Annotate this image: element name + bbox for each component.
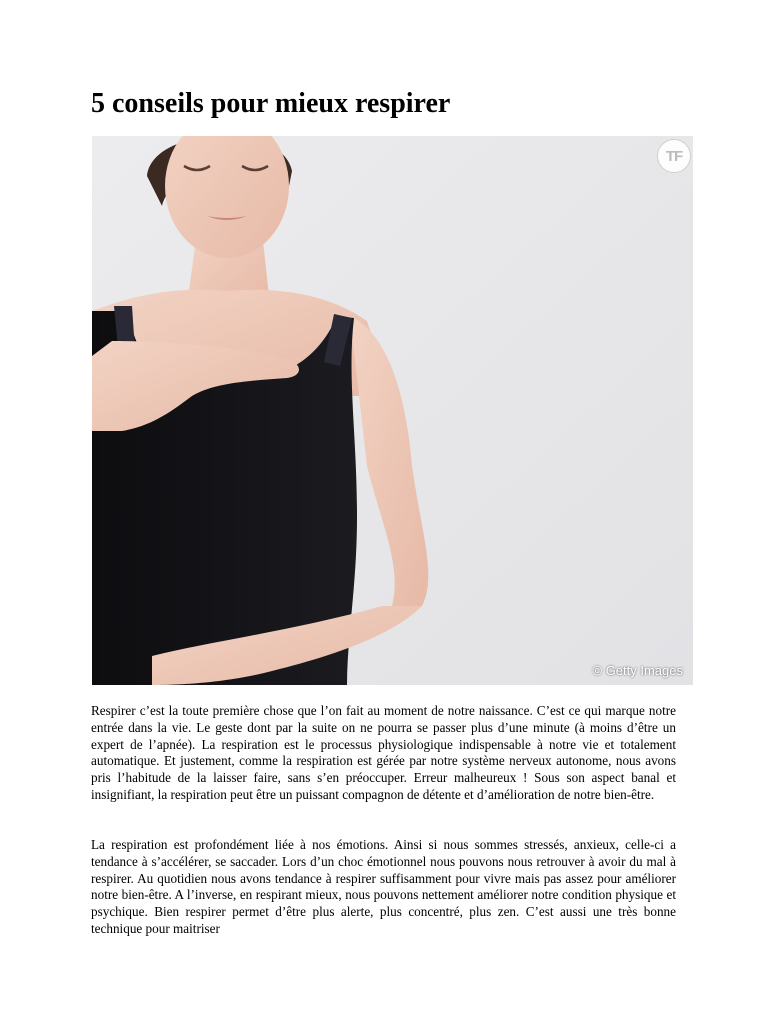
photo-credit: © Getty Images bbox=[592, 663, 683, 678]
paragraph-2: La respiration est profondément liée à nos émotions. Ainsi si nous sommes stressés, anxieux, celle-ci a tendance à s’accélérer, se saccader. Lors d’un choc émotionnel nous pouvons nous retrouver à avoir du mal à respirer. Au quotidien nous avons tendance à respirer suffisamment pour vivre mais pas assez pour améliorer notre bien-être. A l’inverse, en respirant mieux, nous pouvons nettement améliorer notre condition physique et psychique. Bien respirer permet d’être plus alerte, plus concentré, plus zen. C’est aussi une très bonne technique pour maitriser bbox=[91, 837, 676, 936]
tf-logo: TF bbox=[657, 139, 691, 173]
article-photo bbox=[92, 136, 693, 685]
paragraph-1: Respirer c’est la toute première chose que l’on fait au moment de notre naissance. C’est ce qui marque notre entrée dans la vie. Le geste dont par la suite on ne pourra se passer plus d’une minute (à moins d’être un expert de l’apnée). La respiration est le processus physiologique indispensable à notre vie et totalement automatique. Et justement, comme la respiration est gérée par notre système nerveux autonome, nous avons pris l’habitude de la laisser faire, sans s’en préoccuper. Erreur malheureux ! Sous son aspect banal et insignifiant, la respiration peut être un puissant compagnon de détente et d’amélioration de notre bien-être. bbox=[91, 703, 676, 802]
woman-breathing-illustration bbox=[92, 136, 693, 685]
document-title: 5 conseils pour mieux respirer bbox=[91, 88, 451, 119]
